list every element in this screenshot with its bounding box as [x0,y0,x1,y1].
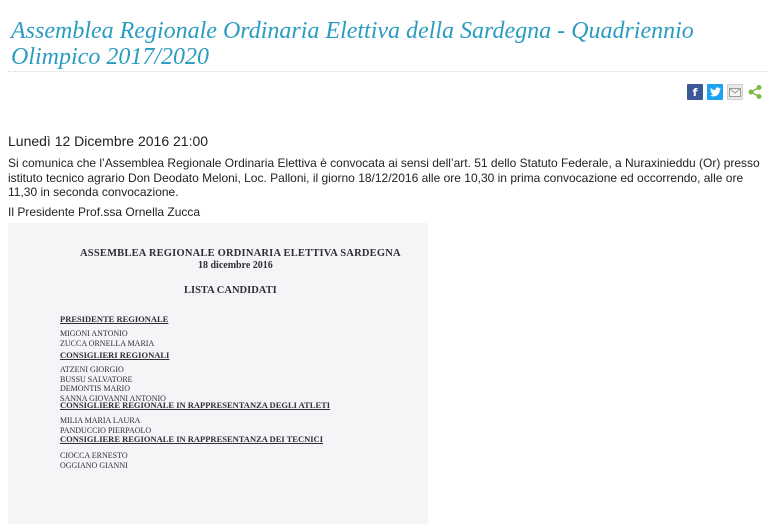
candidate-name: CIOCCA ERNESTO [60,451,128,460]
publish-date: Lunedì 12 Dicembre 2016 21:00 [8,133,209,149]
candidate-name: MIGONI ANTONIO [60,329,128,338]
section-heading: CONSIGLIERI REGIONALI [60,350,170,360]
facebook-icon[interactable]: f [687,84,703,100]
candidate-name: ATZENI GIORGIO [60,365,124,374]
section-heading: CONSIGLIERE REGIONALE IN RAPPRESENTANZA DEI TECNICI [60,434,324,444]
signature-line: Il Presidente Prof.ssa Ornella Zucca [8,205,201,219]
document-date: 18 dicembre 2016 [198,260,273,271]
article-body: Si comunica che l’Assemblea Regionale Ordinaria Elettiva è convocata ai sensi dell’art. 51 dello Statuto Federale, a Nuraxinieddu (Or) presso istituto tecnico agrario Don Deodato Meloni, Loc. Palloni, il giorno 18/12/2016 alle ore 10,30 in prima convocazione ed occorrendo, alle ore 11,30 in seconda convocazione. [8,156,760,200]
candidate-name: ZUCCA ORNELLA MARIA [60,338,155,348]
candidate-name: BUSSU SALVATORE [60,374,133,384]
section-names [60,329,154,348]
share-bar [687,84,763,100]
document-list-title: LISTA CANDIDATI [184,285,277,296]
section-heading: PRESIDENTE REGIONALE [60,314,169,324]
candidate-name: SANNA GIOVANNI ANTONIO [60,393,166,403]
section-names [60,365,166,403]
candidate-name: PANDUCCIO PIERPAOLO [60,425,152,435]
title-divider [8,71,768,72]
page-title: Assemblea Regionale Ordinaria Elettiva della Sardegna - Quadriennio Olimpico 2017/2020 [11,18,694,70]
section-heading: CONSIGLIERE REGIONALE IN RAPPRESENTANZA DEGLI ATLETI [60,400,331,410]
candidate-name: OGGIANO GIANNI [60,460,128,470]
section-names [60,416,151,435]
email-icon[interactable] [727,84,743,100]
document-title: ASSEMBLEA REGIONALE ORDINARIA ELETTIVA SARDEGNA [80,248,401,259]
twitter-icon[interactable] [707,84,723,100]
candidate-name: MILIA MARIA LAURA [60,416,141,425]
share-icon[interactable] [747,84,763,100]
candidate-name: DEMONTIS MARIO [60,384,130,393]
candidate-list-document [8,223,428,524]
section-names [60,451,128,470]
